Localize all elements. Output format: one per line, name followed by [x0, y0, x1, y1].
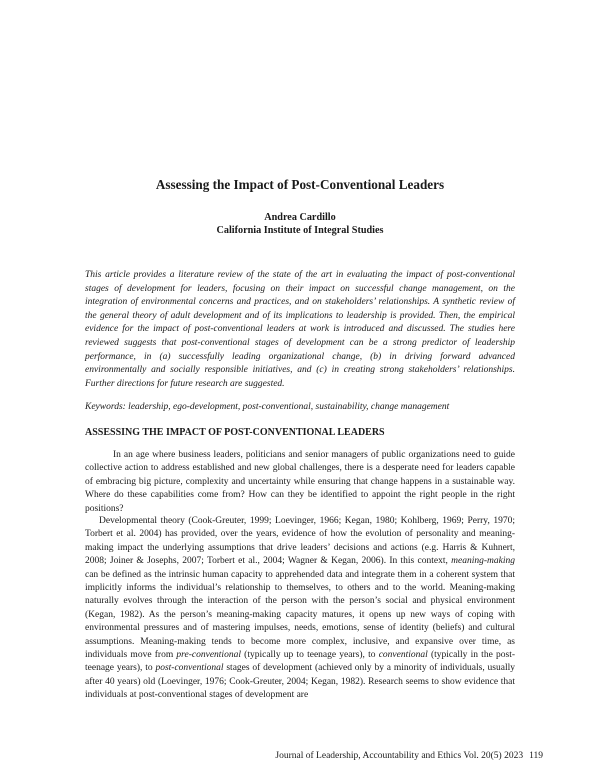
paragraph-text: stages of development (achieved only by a minority of individuals, usually after 40 years) old (Loevinger, 1976; Cook-Greuter, 2004; Kegan, 1982). Research seems to show evidence that individuals at post-conventional stages of development are	[85, 663, 515, 701]
paragraph-text: (typically in the post-teenage years), to	[85, 650, 515, 674]
term-pre-conventional: pre-conventional	[176, 650, 241, 661]
abstract: This article provides a literature review of the state of the art in evaluating the impact of post-conventional stages of development for leaders, focusing on their impact on successful change management, on the integration of environmental concerns and practices, and on stakeholders’ relationships. A synthetic review of the general theory of adult development and of its implications to leadership is provided. Then, the empirical evidence for the impact of post-conventional leaders at work is introduced and discussed. The studies here reviewed suggests that post-conventional stages of development can be a strong predictor of leadership performance, in (a) successfully leading organizational change, (b) in driving forward advanced environmentally and socially responsible initiatives, and (c) in creating strong stakeholders’ relationships. Further directions for future research are suggested.	[85, 270, 515, 389]
page-number: 119	[529, 751, 543, 761]
author-affiliation: California Institute of Integral Studies	[216, 225, 384, 236]
paragraph-text: can be defined as the intrinsic human capacity to apprehended data and integrate them in a coherent system that implicitly informs the individual’s relationship to themselves, to others and to the world. Meaning-making naturally evolves through the interaction of the person with the person’s social and physical environment (Kegan, 1982). As the person’s meaning-making capacity matures, it opens up new ways of coping with environmental pressures and of mastering impulses, needs, emotions, sense of identity (beliefs) and cultural assumptions. Meaning-making tends to become more complex, inclusive, and expansive over time, as individuals move from	[85, 569, 515, 661]
paragraph-text: (typically up to teenage years), to	[240, 650, 379, 661]
term-meaning-making: meaning-making	[451, 556, 515, 567]
journal-citation: Journal of Leadership, Accountability and Ethics Vol. 20(5) 2023	[275, 751, 524, 761]
page-footer	[275, 750, 543, 762]
keywords: Keywords: leadership, ego-development, post-conventional, sustainability, change management	[85, 402, 450, 412]
paragraph-text: Developmental theory (Cook-Greuter, 1999; Loevinger, 1966; Kegan, 1980; Kohlberg, 1969; Perry, 1970; Torbert et al. 2004) has provided, over the years, evidence of how the evolution of personality and meaning-making impact the underlying assumptions that drive leaders’ decisions and actions (e.g. Harris & Kuhnert, 2008; Joiner & Josephs, 2007; Torbert et al., 2004; Wagner & Kegan, 2006). In this context,	[85, 516, 515, 567]
term-post-conventional: post-conventional	[155, 663, 224, 674]
term-conventional: conventional	[378, 650, 428, 661]
body-paragraph: In an age where business leaders, politicians and senior managers of public organizations need to guide collective action to address established and new global challenges, there is a desperate need for leaders capable of embracing big picture, complexity and uncertainty while ensuring that change happens in a sustainable way. Where do these capabilities come from? How can they be identified to appoint the right people in the right positions?	[85, 450, 515, 514]
body-paragraph	[85, 515, 515, 703]
author-name: Andrea Cardillo	[264, 212, 336, 223]
paper-title: Assessing the Impact of Post-Conventional Leaders	[155, 177, 445, 192]
section-heading: ASSESSING THE IMPACT OF POST-CONVENTIONAL LEADERS	[85, 427, 385, 438]
